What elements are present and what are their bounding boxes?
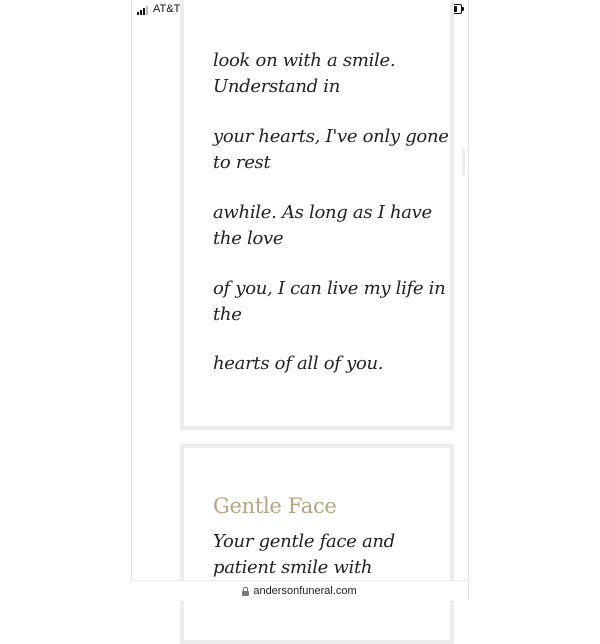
url-domain[interactable]: andersonfuneral.com	[253, 585, 357, 597]
url-bar[interactable]	[131, 580, 468, 601]
card-title: Gentle Face	[213, 494, 337, 518]
carrier-name: AT&T	[153, 3, 181, 15]
scroll-indicator[interactable]	[462, 148, 465, 176]
poem-line: look on with a smile. Understand in	[213, 50, 396, 97]
poem-line: of you, I can live my life in the	[213, 278, 446, 325]
phone-frame-right-edge	[468, 0, 469, 600]
poem-line: awhile. As long as I have the love	[213, 202, 432, 249]
poem-line: your hearts, I've only gone to rest	[213, 126, 449, 173]
poem-line: hearts of all of you.	[213, 353, 384, 374]
card-body-text: Your gentle face and patient smile with	[213, 531, 395, 578]
signal-strength-icon	[137, 6, 148, 15]
phone-frame-left-edge	[131, 0, 132, 600]
lock-icon	[242, 587, 249, 596]
